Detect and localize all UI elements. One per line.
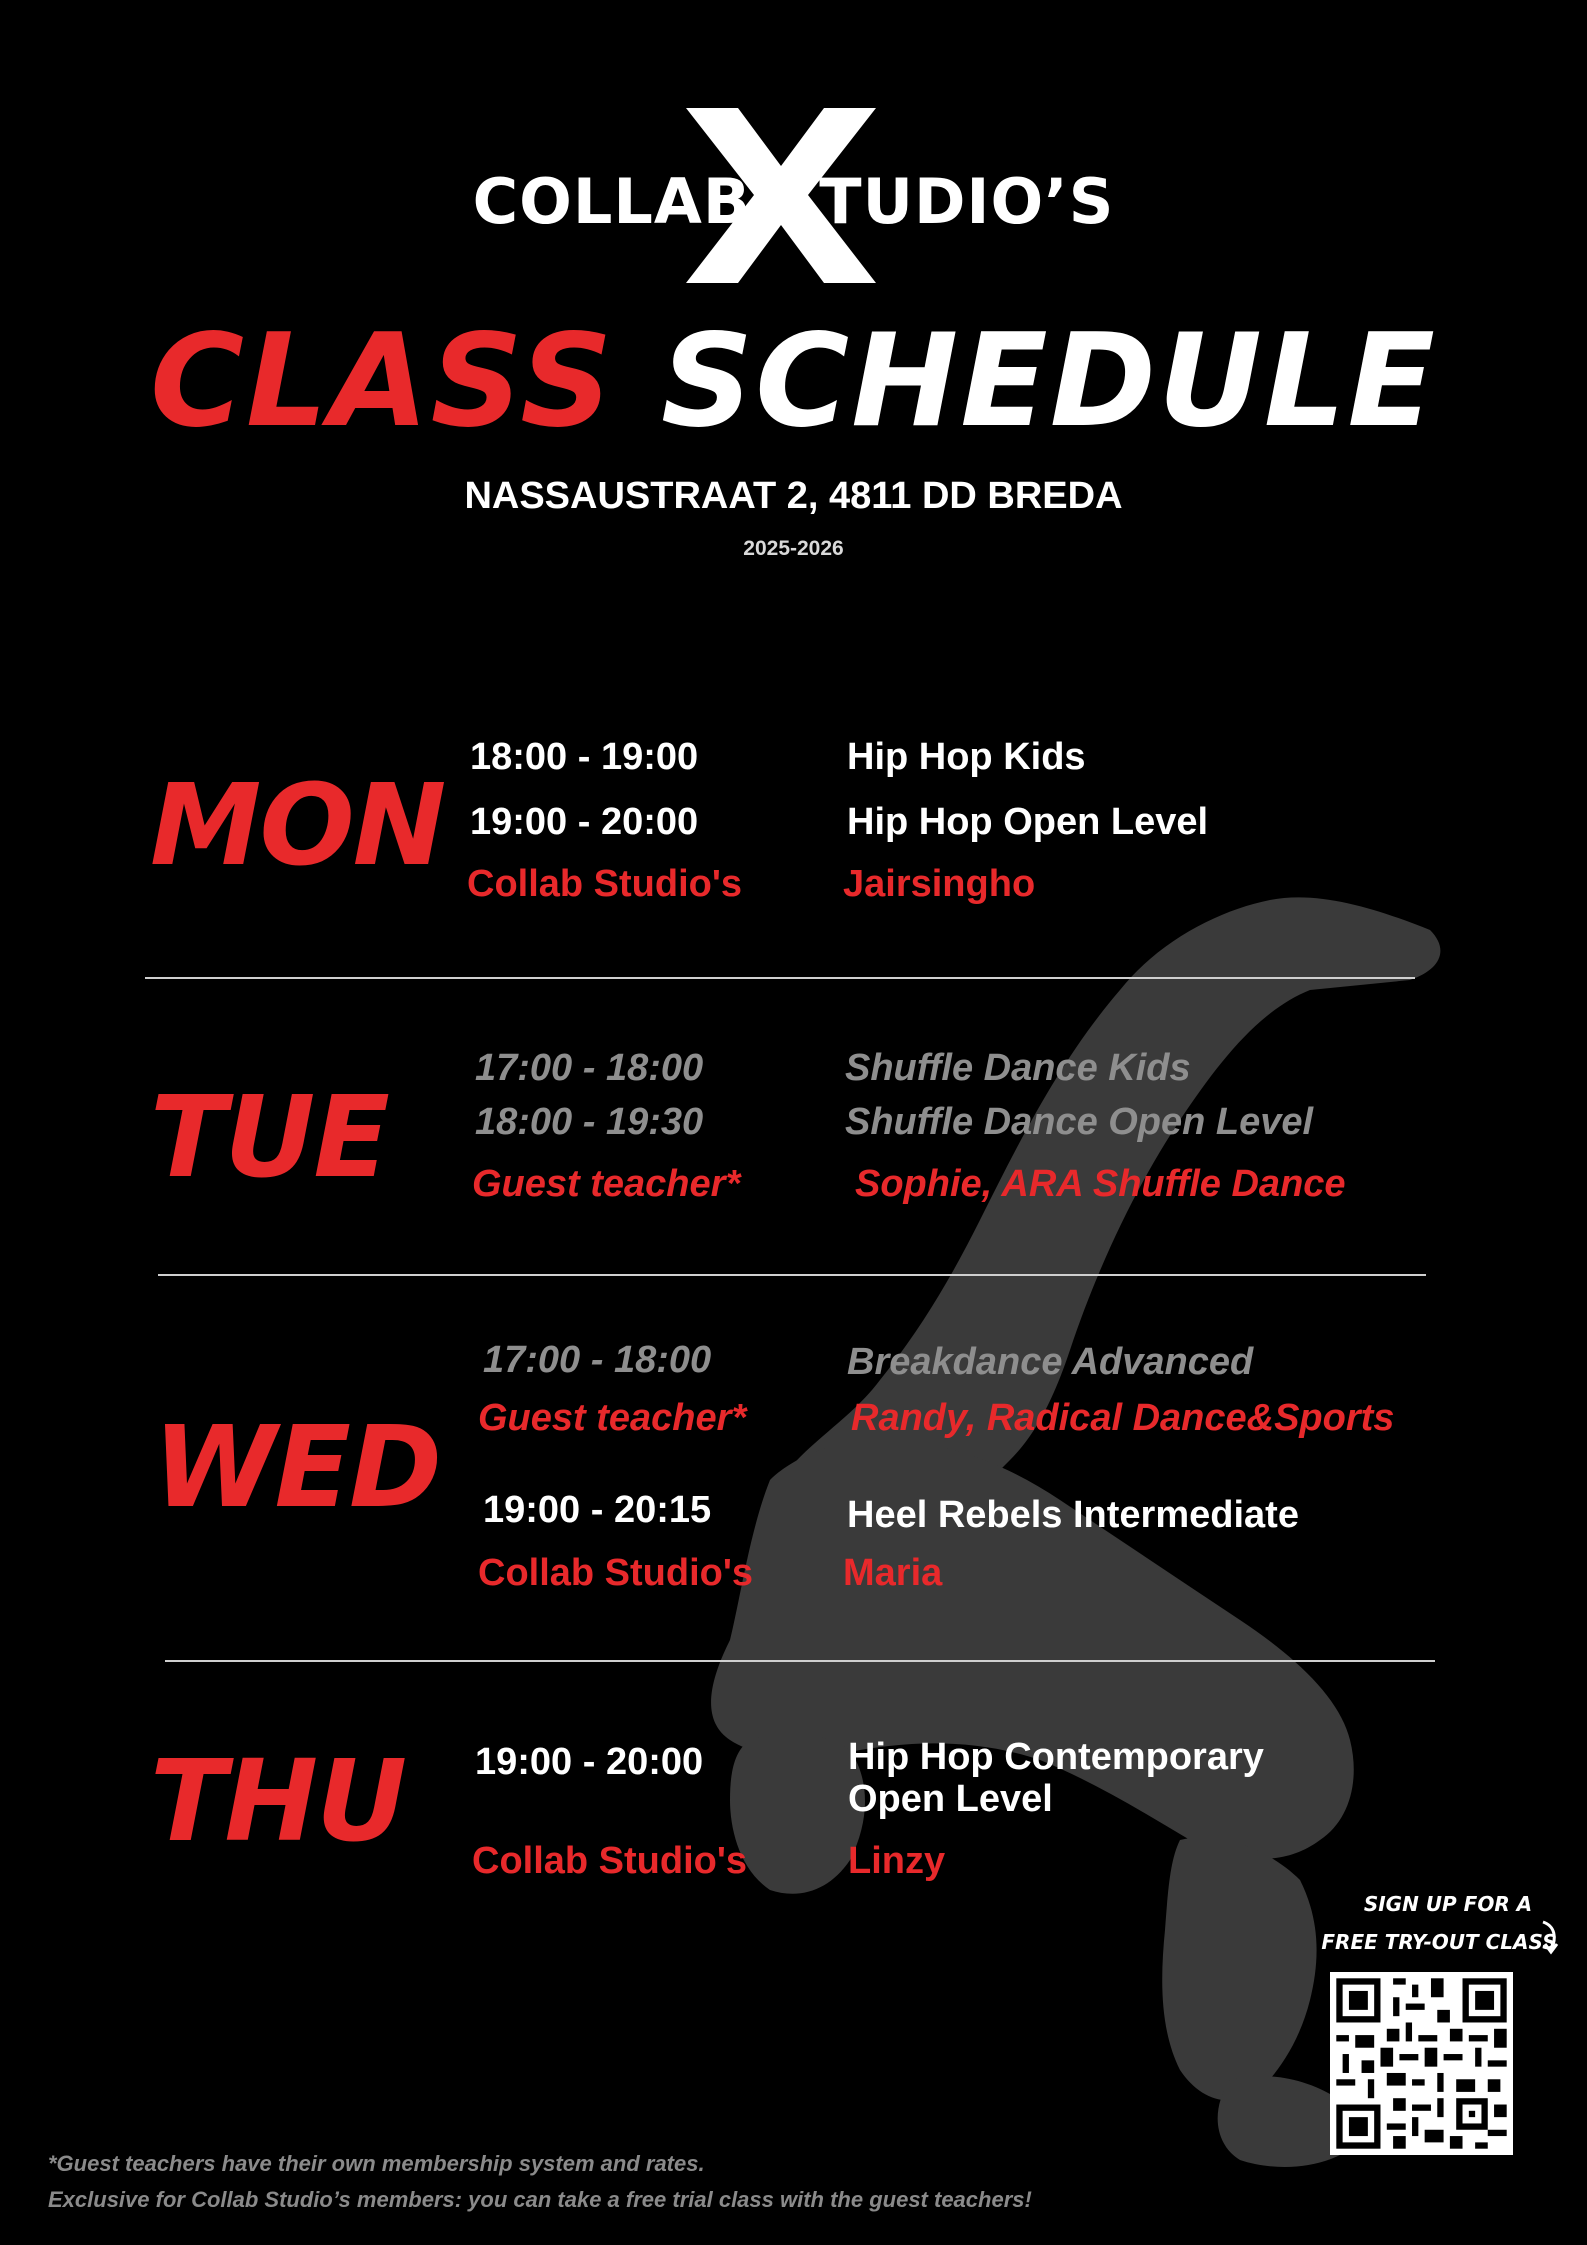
tue-time-1: 17:00 - 18:00: [475, 1047, 704, 1089]
brand-name: COLLAB STUDIO’S: [472, 165, 1115, 238]
day-label-wed: WED: [153, 1403, 441, 1533]
footnote: [48, 2146, 1032, 2218]
wed-host-2: Collab Studio's: [478, 1552, 754, 1594]
signup-line1: SIGN UP FOR A: [1363, 1892, 1533, 1916]
page-title: [0, 307, 1587, 456]
mon-teacher: Jairsingho: [843, 863, 1036, 905]
thu-class-line1: Hip Hop Contemporary: [848, 1736, 1264, 1778]
wed-teacher-2: Maria: [843, 1552, 943, 1594]
footnote-line1: *Guest teachers have their own membership system and rates.: [48, 2151, 705, 2176]
day-label-thu: THU: [150, 1737, 406, 1867]
wed-host-1: Guest teacher*: [478, 1397, 747, 1439]
mon-host: Collab Studio's: [467, 863, 743, 905]
qr-code-icon[interactable]: [1330, 1972, 1513, 2155]
footnote-line2: Exclusive for Collab Studio’s members: you can take a free trial class with the guest teachers!: [48, 2187, 1032, 2212]
mon-time-2: 19:00 - 20:00: [470, 801, 699, 843]
wed-teacher-1: Randy, Radical Dance&Sports: [851, 1397, 1395, 1439]
mon-class-1: Hip Hop Kids: [847, 736, 1086, 778]
curved-arrow-icon: [1537, 1920, 1563, 1956]
day-label-mon: MON: [150, 761, 445, 891]
tue-time-2: 18:00 - 19:30: [475, 1101, 704, 1143]
thu-class-line2: Open Level: [848, 1778, 1053, 1820]
divider-wed-thu: [165, 1660, 1435, 1662]
day-label-tue: TUE: [150, 1073, 388, 1203]
divider-mon-tue: [145, 977, 1415, 979]
divider-tue-wed: [158, 1274, 1426, 1276]
tue-class-2: Shuffle Dance Open Level: [845, 1101, 1314, 1143]
tue-teacher: Sophie, ARA Shuffle Dance: [855, 1163, 1346, 1205]
thu-host: Collab Studio's: [472, 1840, 748, 1882]
wed-class-2: Heel Rebels Intermediate: [847, 1494, 1299, 1536]
wed-class-1: Breakdance Advanced: [847, 1341, 1254, 1383]
wed-time-1: 17:00 - 18:00: [483, 1339, 712, 1381]
title-class-word: CLASS: [150, 307, 615, 456]
title-schedule-word: SCHEDULE: [661, 307, 1437, 456]
studio-address: NASSAUSTRAAT 2, 4811 DD BREDA: [464, 475, 1123, 517]
wed-time-2: 19:00 - 20:15: [483, 1489, 712, 1531]
thu-teacher: Linzy: [848, 1840, 946, 1882]
mon-class-2: Hip Hop Open Level: [847, 801, 1209, 843]
mon-time-1: 18:00 - 19:00: [470, 736, 699, 778]
tue-class-1: Shuffle Dance Kids: [845, 1047, 1191, 1089]
tue-host: Guest teacher*: [472, 1163, 741, 1205]
thu-time-1: 19:00 - 20:00: [475, 1741, 704, 1783]
season-years: 2025-2026: [743, 537, 844, 560]
signup-line2: FREE TRY-OUT CLASS: [1321, 1930, 1557, 1954]
